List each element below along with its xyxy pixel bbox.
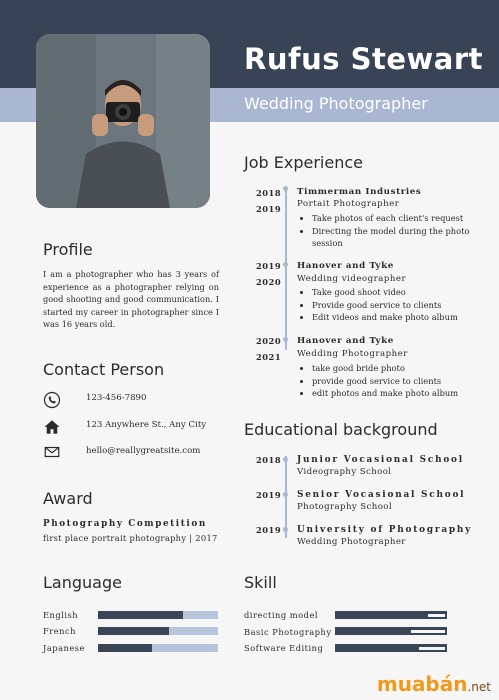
profile-heading: Profile [43, 240, 93, 259]
home-icon [43, 418, 61, 436]
award-name: Photography Competition [43, 519, 207, 529]
profile-text: I am a photographer who has 3 years of experience as a photographer relying on good shooting and good communication. I started my career in photographer since I was 16 years old. [43, 269, 219, 329]
job-heading: Job Experience [244, 153, 363, 172]
phone-icon [43, 391, 61, 409]
contact-phone-row [43, 389, 61, 411]
language-label: Japanese [43, 643, 85, 653]
person-role: Wedding Photographer [244, 94, 428, 113]
timeline-dot [283, 186, 288, 191]
education-description: Photography School [297, 502, 393, 512]
education-description: Videography School [297, 467, 392, 477]
award-heading: Award [43, 489, 93, 508]
job-task: • Take good shoot video [312, 286, 492, 299]
job-task: • take good bride photo [312, 362, 492, 375]
education-school: Junior Vocasional School [297, 455, 464, 465]
contact-email: hello@reallygreatsite.com [86, 446, 201, 456]
job-company: Timmerman Industries [297, 187, 422, 197]
job-role: Wedding videographer [297, 274, 407, 284]
language-label: English [43, 610, 79, 620]
job-start-year: 2018 [256, 188, 282, 198]
job-task-list [297, 362, 492, 400]
language-bar [98, 644, 218, 652]
contact-heading: Contact Person [43, 360, 165, 379]
job-role: Portait Photographer [297, 199, 400, 209]
skill-bar [335, 644, 447, 652]
contact-address: 123 Anywhere St., Any City [86, 420, 207, 430]
job-company: Hanover and Tyke [297, 336, 394, 346]
contact-phone: 123-456-7890 [86, 393, 147, 403]
job-start-year: 2019 [256, 261, 282, 271]
education-timeline [285, 456, 287, 538]
mail-icon [43, 443, 61, 461]
job-task: • Provide good service to clients [312, 299, 492, 312]
timeline-dot [283, 457, 288, 462]
language-heading: Language [43, 573, 122, 592]
skill-bar [335, 627, 447, 635]
job-task: • edit photos and make photo album [312, 387, 492, 400]
timeline-dot [283, 337, 288, 342]
contact-address-row [43, 416, 61, 438]
skill-label: Software Editing [244, 643, 324, 653]
skill-heading: Skill [244, 573, 277, 592]
timeline-dot [283, 527, 288, 532]
skill-label: directing model [244, 610, 319, 620]
timeline-dot [283, 492, 288, 497]
skill-bar [335, 611, 447, 619]
language-bar [98, 627, 218, 635]
education-school: Senior Vocasional School [297, 490, 466, 500]
education-school: University of Photography [297, 525, 473, 535]
job-role: Wedding Photographer [297, 349, 408, 359]
job-task-list [297, 286, 492, 324]
education-year: 2019 [256, 490, 282, 500]
job-task: • Directing the model during the photo session [312, 225, 492, 250]
person-name: Rufus Stewart [244, 42, 484, 76]
job-task: • Edit videos and make photo album [312, 311, 492, 324]
job-company: Hanover and Tyke [297, 261, 394, 271]
job-task-list [297, 212, 492, 250]
education-description: Wedding Photographer [297, 537, 406, 547]
timeline-dot [283, 262, 288, 267]
education-year: 2019 [256, 525, 282, 535]
education-heading: Educational background [244, 420, 438, 439]
job-end-year: 2021 [256, 352, 282, 362]
education-year: 2018 [256, 455, 282, 465]
job-end-year: 2020 [256, 277, 282, 287]
watermark-logo: muabán.net [376, 672, 491, 696]
language-label: French [43, 626, 76, 636]
profile-photo [36, 34, 210, 208]
job-start-year: 2020 [256, 336, 282, 346]
job-end-year: 2019 [256, 204, 282, 214]
job-task: • provide good service to clients [312, 375, 492, 388]
contact-email-row [43, 441, 61, 463]
job-timeline [285, 188, 287, 350]
skill-label: Basic Photography [244, 627, 332, 637]
job-task: • Take photos of each client's request [312, 212, 492, 225]
language-bar [98, 611, 218, 619]
award-description: first place portrait photography | 2017 [43, 533, 218, 543]
